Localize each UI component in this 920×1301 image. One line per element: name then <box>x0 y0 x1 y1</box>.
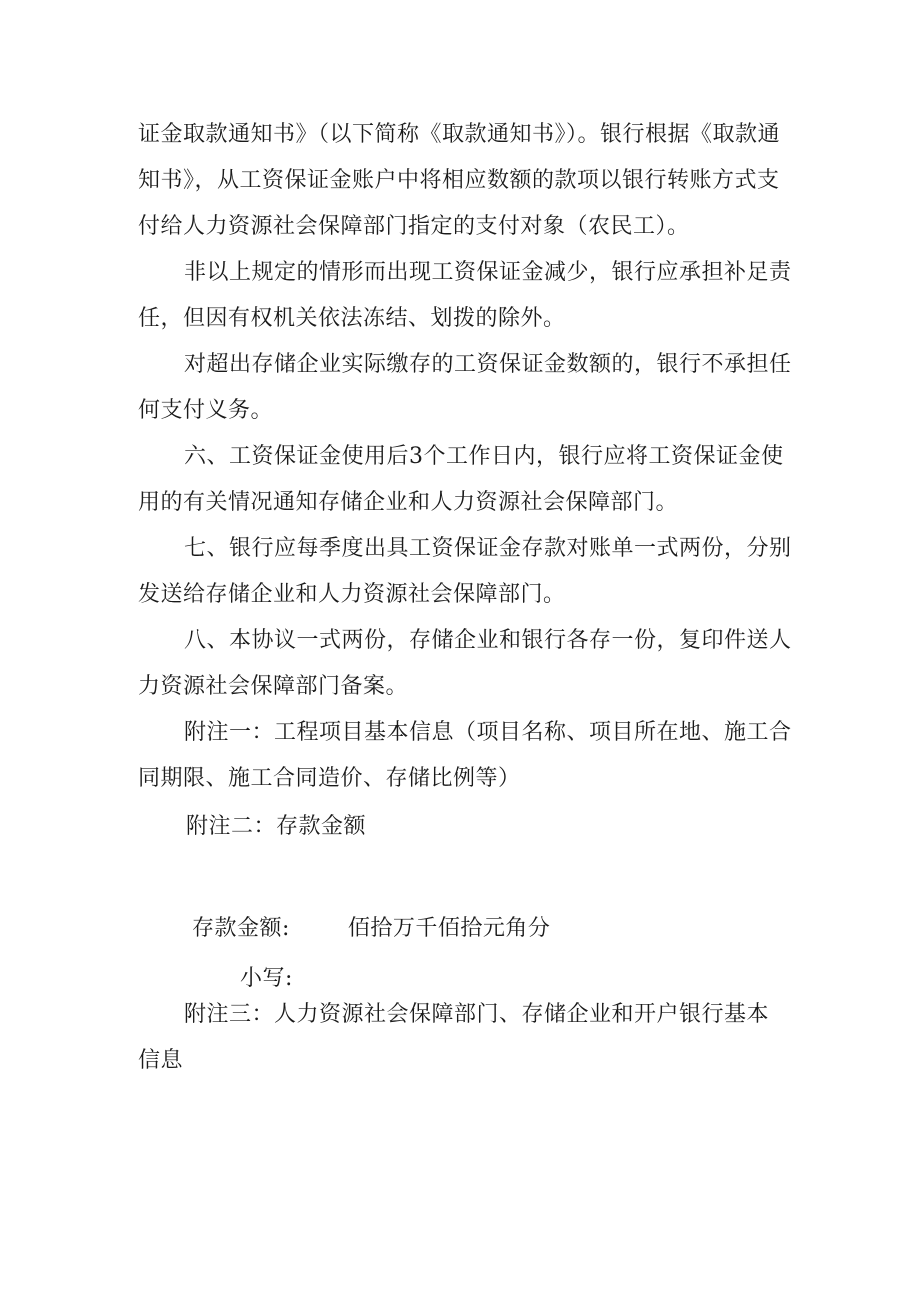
clause-eight: 八、本协议一式两份，存储企业和银行各存一份，复印件送人力资源社会保障部门备案。 <box>138 628 792 699</box>
paragraph-no-payment-obligation: 对超出存储企业实际缴存的工资保证金数额的，银行不承担任何支付义务。 <box>138 352 792 423</box>
note-two: 附注二：存款金额 <box>186 814 367 839</box>
lowercase-amount-label: 小写: <box>240 966 293 991</box>
clause-six: 六、工资保证金使用后3个工作日内，银行应将工资保证金使用的有关情况通知存储企业和人力资源社会保障部门。 <box>138 444 784 515</box>
deposit-amount-row <box>192 906 550 952</box>
paragraph-bank-liability: 非以上规定的情形而出现工资保证金减少，银行应承担补足责任，但因有权机关依法冻结、划拨的除外。 <box>138 260 792 331</box>
note-three: 附注三：人力资源社会保障部门、存储企业和开户银行基本信息 <box>138 1002 770 1073</box>
note-one: 附注一：工程项目基本信息（项目名称、项目所在地、施工合同期限、施工合同造价、存储比例等） <box>138 720 792 791</box>
deposit-amount-label: 存款金额: <box>192 916 290 941</box>
clause-seven: 七、银行应每季度出具工资保证金存款对账单一式两份，分别发送给存储企业和人力资源社会保障部门。 <box>138 536 792 607</box>
paragraph-withdrawal-notice: 证金取款通知书》（以下简称《取款通知书》）。银行根据《取款通知书》，从工资保证金账户中将相应数额的款项以银行转账方式支付给人力资源社会保障部门指定的支付对象（农民工）。 <box>138 122 781 239</box>
deposit-amount-units: 佰拾万千佰拾元角分 <box>347 916 551 941</box>
